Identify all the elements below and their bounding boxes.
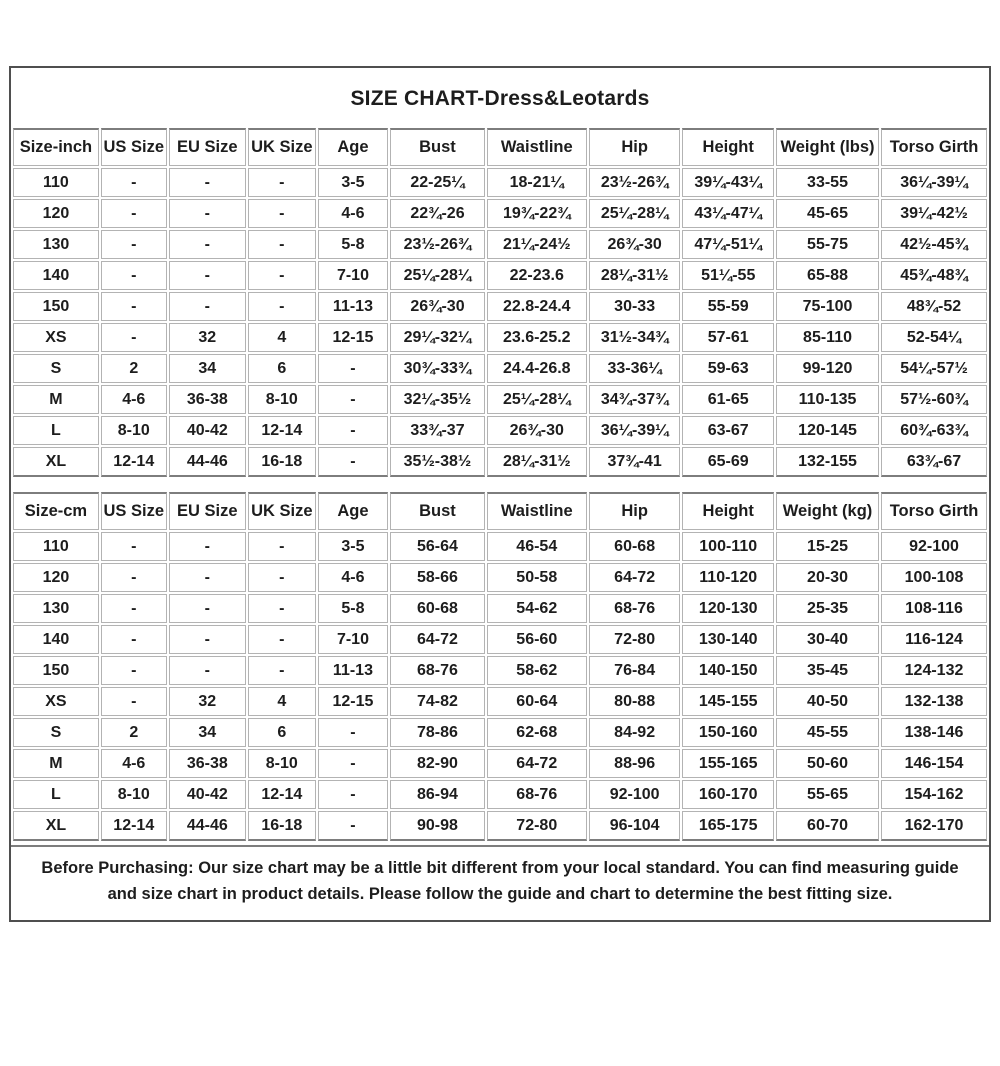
table-cell: 22.8-24.4 [487, 292, 587, 321]
table-row [13, 656, 987, 685]
table-cell: 108-116 [881, 594, 987, 623]
table-cell: 28¼-31½ [487, 447, 587, 477]
table-cell: - [318, 416, 389, 445]
table-cell: 32 [169, 323, 246, 352]
table-cell: 116-124 [881, 625, 987, 654]
table-cell: 4-6 [101, 385, 167, 414]
table-row [13, 594, 987, 623]
table-cell: 32 [169, 687, 246, 716]
table-cell: - [101, 323, 167, 352]
table-cell: 160-170 [682, 780, 774, 809]
table-cell: 60-68 [390, 594, 484, 623]
table-cell: - [248, 656, 316, 685]
table-gap [11, 479, 989, 490]
table-cell: 16-18 [248, 447, 316, 477]
table-cell: 50-58 [487, 563, 587, 592]
table-cell: 26¾-30 [487, 416, 587, 445]
table-row [13, 532, 987, 561]
table-cell: 12-14 [248, 416, 316, 445]
table-cell: 60-68 [589, 532, 681, 561]
table-cell: - [318, 447, 389, 477]
size-chart-panel [9, 66, 991, 922]
table-cell: 35½-38½ [390, 447, 484, 477]
table-cell: 5-8 [318, 594, 389, 623]
table-cell: 90-98 [390, 811, 484, 841]
table-cell: 16-18 [248, 811, 316, 841]
table-cell: 8-10 [248, 385, 316, 414]
page-title: SIZE CHART-Dress&Leotards [350, 87, 650, 110]
table-cell: 43¼-47¼ [682, 199, 774, 228]
table-cell: M [13, 385, 99, 414]
table-cell: 52-54¼ [881, 323, 987, 352]
table-row [13, 687, 987, 716]
table-cell: 55-59 [682, 292, 774, 321]
table-cell: 7-10 [318, 625, 389, 654]
table-cell: 8-10 [248, 749, 316, 778]
table-row [13, 230, 987, 259]
table-cell: 88-96 [589, 749, 681, 778]
table-cell: 59-63 [682, 354, 774, 383]
table-cell: 4 [248, 687, 316, 716]
table-cell: - [101, 230, 167, 259]
header-cell: Waistline [487, 128, 587, 166]
table-cell: 86-94 [390, 780, 484, 809]
table-cell: - [169, 230, 246, 259]
header-cell: UK Size [248, 128, 316, 166]
table-cell: - [169, 625, 246, 654]
table-cell: 26¾-30 [589, 230, 681, 259]
table-cell: 2 [101, 354, 167, 383]
table-cell: - [101, 532, 167, 561]
table-cell: 51¼-55 [682, 261, 774, 290]
table-cell: L [13, 780, 99, 809]
table-cell: - [101, 656, 167, 685]
table-cell: 120 [13, 563, 99, 592]
table-cell: 12-14 [101, 447, 167, 477]
table-cell: 72-80 [487, 811, 587, 841]
header-cell: Size-inch [13, 128, 99, 166]
header-cell: EU Size [169, 128, 246, 166]
table-cell: 155-165 [682, 749, 774, 778]
table-cell: 15-25 [776, 532, 879, 561]
table-row [13, 385, 987, 414]
table-cell: 165-175 [682, 811, 774, 841]
table-cell: 82-90 [390, 749, 484, 778]
table-cell: 36¼-39¼ [589, 416, 681, 445]
table-row [13, 563, 987, 592]
table-cell: 55-65 [776, 780, 879, 809]
table-cell: 20-30 [776, 563, 879, 592]
table-cell: 100-108 [881, 563, 987, 592]
table-cell: 146-154 [881, 749, 987, 778]
table-cell: - [318, 811, 389, 841]
table-cell: 42½-45¾ [881, 230, 987, 259]
table-cell: 19¾-22¾ [487, 199, 587, 228]
header-cell: Height [682, 128, 774, 166]
table-cell: - [101, 594, 167, 623]
header-cell: Bust [390, 128, 484, 166]
table-cell: 12-15 [318, 687, 389, 716]
table-cell: 75-100 [776, 292, 879, 321]
table-cell: 150-160 [682, 718, 774, 747]
table-cell: 120-145 [776, 416, 879, 445]
table-cell: - [101, 168, 167, 197]
table-cell: 150 [13, 292, 99, 321]
table-cell: 32¼-35½ [390, 385, 484, 414]
table-cell: 72-80 [589, 625, 681, 654]
table-cell: 120-130 [682, 594, 774, 623]
table-cell: 138-146 [881, 718, 987, 747]
table-row [13, 199, 987, 228]
table-cell: - [248, 532, 316, 561]
table-cell: 58-66 [390, 563, 484, 592]
size-table-inch [11, 126, 989, 479]
table-cell: 26¾-30 [390, 292, 484, 321]
header-cell: Height [682, 492, 774, 530]
table-cell: 100-110 [682, 532, 774, 561]
table-cell: 46-54 [487, 532, 587, 561]
table-cell: - [169, 532, 246, 561]
table-cell: 92-100 [881, 532, 987, 561]
table-cell: 132-138 [881, 687, 987, 716]
table-row [13, 447, 987, 477]
table-cell: 64-72 [390, 625, 484, 654]
table-cell: - [101, 292, 167, 321]
header-cell: EU Size [169, 492, 246, 530]
table-cell: 58-62 [487, 656, 587, 685]
table-cell: - [101, 261, 167, 290]
table-cell: 110 [13, 532, 99, 561]
table-cell: 60-64 [487, 687, 587, 716]
table-cell: 60¾-63¾ [881, 416, 987, 445]
table-cell: 145-155 [682, 687, 774, 716]
table-cell: 96-104 [589, 811, 681, 841]
table-cell: - [248, 563, 316, 592]
table-cell: 39¼-43¼ [682, 168, 774, 197]
table-cell: 110-120 [682, 563, 774, 592]
header-cell: Torso Girth [881, 128, 987, 166]
table-cell: 63¾-67 [881, 447, 987, 477]
table-cell: 45-65 [776, 199, 879, 228]
table-cell: 61-65 [682, 385, 774, 414]
table-cell: 25¼-28¼ [589, 199, 681, 228]
header-cell: Weight (kg) [776, 492, 879, 530]
table-cell: 4-6 [101, 749, 167, 778]
table-cell: 23½-26¾ [589, 168, 681, 197]
table-cell: M [13, 749, 99, 778]
table-cell: 11-13 [318, 656, 389, 685]
table-cell: - [169, 656, 246, 685]
table-cell: XL [13, 447, 99, 477]
table-row [13, 780, 987, 809]
table-cell: 140 [13, 625, 99, 654]
table-cell: 60-70 [776, 811, 879, 841]
table-cell: 18-21¼ [487, 168, 587, 197]
table-cell: 34¾-37¾ [589, 385, 681, 414]
table-cell: 63-67 [682, 416, 774, 445]
table-row [13, 261, 987, 290]
table-cell: 22-23.6 [487, 261, 587, 290]
table-cell: S [13, 354, 99, 383]
table-cell: 8-10 [101, 780, 167, 809]
table-row [13, 292, 987, 321]
header-row [13, 128, 987, 166]
table-cell: 124-132 [881, 656, 987, 685]
table-row [13, 168, 987, 197]
table-cell: - [169, 292, 246, 321]
header-cell: Age [318, 128, 389, 166]
table-cell: 22¾-26 [390, 199, 484, 228]
table-cell: XS [13, 687, 99, 716]
table-cell: 57-61 [682, 323, 774, 352]
table-cell: 68-76 [589, 594, 681, 623]
table-cell: - [318, 780, 389, 809]
table-cell: 31½-34¾ [589, 323, 681, 352]
table-cell: - [248, 594, 316, 623]
table-cell: 36-38 [169, 749, 246, 778]
table-cell: 92-100 [589, 780, 681, 809]
table-cell: - [101, 625, 167, 654]
size-table-cm [11, 490, 989, 843]
header-cell: Torso Girth [881, 492, 987, 530]
table-cell: 25¼-28¼ [390, 261, 484, 290]
table-cell: 45¾-48¾ [881, 261, 987, 290]
table-cell: 4 [248, 323, 316, 352]
table-cell: 23.6-25.2 [487, 323, 587, 352]
table-cell: - [248, 292, 316, 321]
table-cell: 68-76 [487, 780, 587, 809]
table-cell: 85-110 [776, 323, 879, 352]
table-cell: 132-155 [776, 447, 879, 477]
table-cell: 29¼-32¼ [390, 323, 484, 352]
table-row [13, 323, 987, 352]
table-cell: 4-6 [318, 199, 389, 228]
table-row [13, 749, 987, 778]
table-cell: 36¼-39¼ [881, 168, 987, 197]
table-cell: 140 [13, 261, 99, 290]
table-cell: - [101, 563, 167, 592]
table-cell: 55-75 [776, 230, 879, 259]
table-cell: 40-50 [776, 687, 879, 716]
table-cell: - [248, 261, 316, 290]
header-cell: Hip [589, 128, 681, 166]
table-cell: 130 [13, 230, 99, 259]
table-cell: 78-86 [390, 718, 484, 747]
table-row [13, 354, 987, 383]
table-cell: 62-68 [487, 718, 587, 747]
table-cell: 130-140 [682, 625, 774, 654]
table-cell: XS [13, 323, 99, 352]
table-cell: 11-13 [318, 292, 389, 321]
table-cell: 34 [169, 354, 246, 383]
table-cell: 7-10 [318, 261, 389, 290]
table-cell: - [169, 168, 246, 197]
table-cell: 6 [248, 718, 316, 747]
table-cell: 162-170 [881, 811, 987, 841]
table-cell: 56-60 [487, 625, 587, 654]
table-cell: 12-15 [318, 323, 389, 352]
table-row [13, 811, 987, 841]
table-cell: 68-76 [390, 656, 484, 685]
table-row [13, 718, 987, 747]
table-cell: 12-14 [248, 780, 316, 809]
table-cell: 110-135 [776, 385, 879, 414]
table-cell: L [13, 416, 99, 445]
table-cell: 150 [13, 656, 99, 685]
table-cell: 64-72 [589, 563, 681, 592]
header-cell: Weight (lbs) [776, 128, 879, 166]
table-cell: 34 [169, 718, 246, 747]
table-cell: - [318, 385, 389, 414]
table-cell: - [318, 354, 389, 383]
table-cell: 3-5 [318, 532, 389, 561]
table-cell: - [169, 563, 246, 592]
table-cell: 130 [13, 594, 99, 623]
table-cell: 5-8 [318, 230, 389, 259]
table-cell: 35-45 [776, 656, 879, 685]
table-row [13, 416, 987, 445]
table-cell: 2 [101, 718, 167, 747]
table-cell: - [318, 718, 389, 747]
table-cell: 99-120 [776, 354, 879, 383]
footer-note: Before Purchasing: Our size chart may be a little bit different from your local standard. You can find measuring guide and size chart in product details. Please follow the guide and chart to determine the best fitting size. [11, 845, 989, 918]
table-cell: 23½-26¾ [390, 230, 484, 259]
table-cell: 44-46 [169, 811, 246, 841]
table-cell: 39¼-42½ [881, 199, 987, 228]
table-cell: 36-38 [169, 385, 246, 414]
header-cell: Bust [390, 492, 484, 530]
table-cell: 45-55 [776, 718, 879, 747]
table-cell: 8-10 [101, 416, 167, 445]
table-cell: - [248, 625, 316, 654]
header-cell: US Size [101, 128, 167, 166]
table-cell: 30-40 [776, 625, 879, 654]
table-cell: 21¼-24½ [487, 230, 587, 259]
table-cell: 24.4-26.8 [487, 354, 587, 383]
table-cell: 33-55 [776, 168, 879, 197]
table-cell: - [169, 199, 246, 228]
table-cell: 110 [13, 168, 99, 197]
table-cell: - [101, 687, 167, 716]
table-cell: - [248, 230, 316, 259]
table-cell: 25-35 [776, 594, 879, 623]
table-cell: 65-88 [776, 261, 879, 290]
table-cell: S [13, 718, 99, 747]
table-cell: 154-162 [881, 780, 987, 809]
table-cell: - [169, 261, 246, 290]
table-cell: 84-92 [589, 718, 681, 747]
header-cell: Age [318, 492, 389, 530]
table-cell: 30-33 [589, 292, 681, 321]
table-cell: 28¼-31½ [589, 261, 681, 290]
header-cell: Waistline [487, 492, 587, 530]
table-cell: 74-82 [390, 687, 484, 716]
table-row [13, 625, 987, 654]
header-cell: US Size [101, 492, 167, 530]
table-cell: 48¾-52 [881, 292, 987, 321]
table-cell: 22-25¼ [390, 168, 484, 197]
table-cell: 30¾-33¾ [390, 354, 484, 383]
table-cell: 40-42 [169, 416, 246, 445]
table-cell: - [101, 199, 167, 228]
table-cell: 65-69 [682, 447, 774, 477]
table-cell: 50-60 [776, 749, 879, 778]
table-cell: 33¾-37 [390, 416, 484, 445]
header-cell: Hip [589, 492, 681, 530]
table-cell: 40-42 [169, 780, 246, 809]
table-cell: 33-36¼ [589, 354, 681, 383]
table-cell: - [318, 749, 389, 778]
table-cell: 12-14 [101, 811, 167, 841]
table-cell: 64-72 [487, 749, 587, 778]
table-cell: 56-64 [390, 532, 484, 561]
table-cell: 54-62 [487, 594, 587, 623]
table-cell: 76-84 [589, 656, 681, 685]
table-cell: 80-88 [589, 687, 681, 716]
table-cell: 3-5 [318, 168, 389, 197]
table-cell: - [169, 594, 246, 623]
table-cell: 120 [13, 199, 99, 228]
table-cell: 6 [248, 354, 316, 383]
table-cell: 57½-60¾ [881, 385, 987, 414]
table-cell: 44-46 [169, 447, 246, 477]
table-cell: 37¾-41 [589, 447, 681, 477]
table-cell: 54¼-57½ [881, 354, 987, 383]
table-cell: 25¼-28¼ [487, 385, 587, 414]
header-row [13, 492, 987, 530]
header-cell: Size-cm [13, 492, 99, 530]
table-cell: XL [13, 811, 99, 841]
header-cell: UK Size [248, 492, 316, 530]
table-cell: 47¼-51¼ [682, 230, 774, 259]
table-cell: - [248, 168, 316, 197]
table-cell: 140-150 [682, 656, 774, 685]
table-cell: 4-6 [318, 563, 389, 592]
table-cell: - [248, 199, 316, 228]
